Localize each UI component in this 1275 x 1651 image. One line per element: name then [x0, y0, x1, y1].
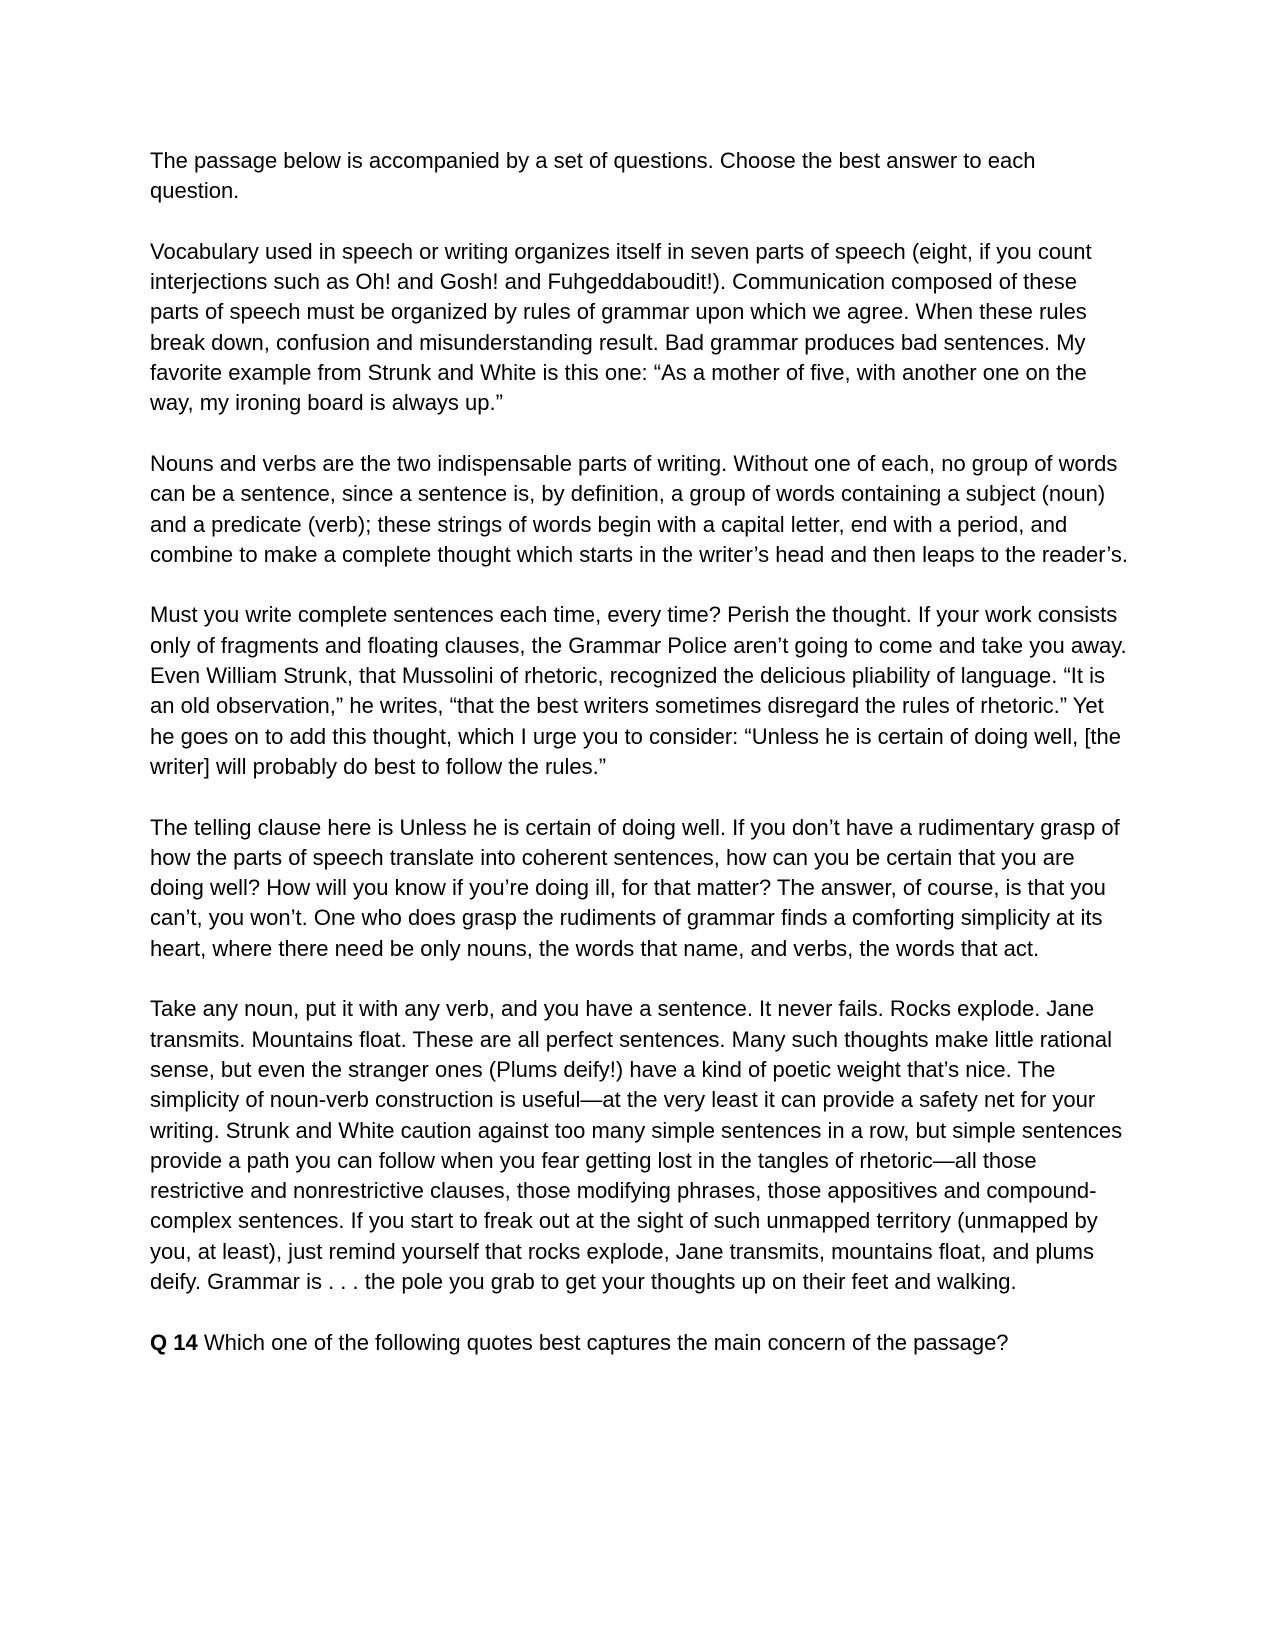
- instructions: The passage below is accompanied by a set of questions. Choose the best answer to each question.: [150, 148, 1036, 204]
- passage-paragraph-4: The telling clause here is Unless he is certain of doing well. If you don’t have a rudimentary grasp of how the parts of speech translate into coherent sentences, how can you be certain that you are doing well? How will you know if you’re doing ill, for that matter? The answer, of course, is that you can’t, you won’t. One who does grasp the rudiments of grammar finds a comforting simplicity at its heart, where there need be only nouns, the words that name, and verbs, the words that act.: [150, 814, 1120, 961]
- question-text: Which one of the following quotes best captures the main concern of the passage?: [203, 1329, 1009, 1355]
- question-number: Q 14: [150, 1329, 198, 1355]
- passage-paragraph-5: Take any noun, put it with any verb, and you have a sentence. It never fails. Rocks explode. Jane transmits. Mountains float. These are all perfect sentences. Many such thoughts make little rational sense, but even the stranger ones (Plums deify!) have a kind of poetic weight that’s nice. The simplicity of noun-verb construction is useful—at the very least it can provide a safety net for your writing. Strunk and White caution against too many simple sentences in a row, but simple sentences provide a path you can follow when you fear getting lost in the tangles of rhetoric—all those restrictive and nonrestrictive clauses, those modifying phrases, those appositives and compound-complex sentences. If you start to freak out at the sight of such unmapped territory (unmapped by you, at least), just remind yourself that rocks explode, Jane transmits, mountains float, and plums deify. Grammar is . . . the pole you grab to get your thoughts up on their feet and walking.: [150, 996, 1123, 1294]
- question-14: [150, 1328, 1130, 1358]
- passage-paragraph-2: Nouns and verbs are the two indispensable parts of writing. Without one of each, no group of words can be a sentence, since a sentence is, by definition, a group of words containing a subject (noun) and a predicate (verb); these strings of words begin with a capital letter, end with a period, and combine to make a complete thought which starts in the writer’s head and then leaps to the reader’s.: [150, 450, 1128, 567]
- passage-paragraph-3: Must you write complete sentences each time, every time? Perish the thought. If your work consists only of fragments and floating clauses, the Grammar Police aren’t going to come and take you away. Even William Strunk, that Mussolini of rhetoric, recognized the delicious pliability of language. “It is an old observation,” he writes, “that the best writers sometimes disregard the rules of rhetoric.” Yet he goes on to add this thought, which I urge you to consider: “Unless he is certain of doing well, [the writer] will probably do best to follow the rules.”: [150, 602, 1127, 779]
- passage-paragraph-1: Vocabulary used in speech or writing organizes itself in seven parts of speech (eight, if you count interjections such as Oh! and Gosh! and Fuhgeddaboudit!). Communication composed of these parts of speech must be organized by rules of grammar upon which we agree. When these rules break down, confusion and misunderstanding result. Bad grammar produces bad sentences. My favorite example from Strunk and White is this one: “As a mother of five, with another one on the way, my ironing board is always up.”: [150, 238, 1092, 416]
- document-page: [150, 146, 1130, 1358]
